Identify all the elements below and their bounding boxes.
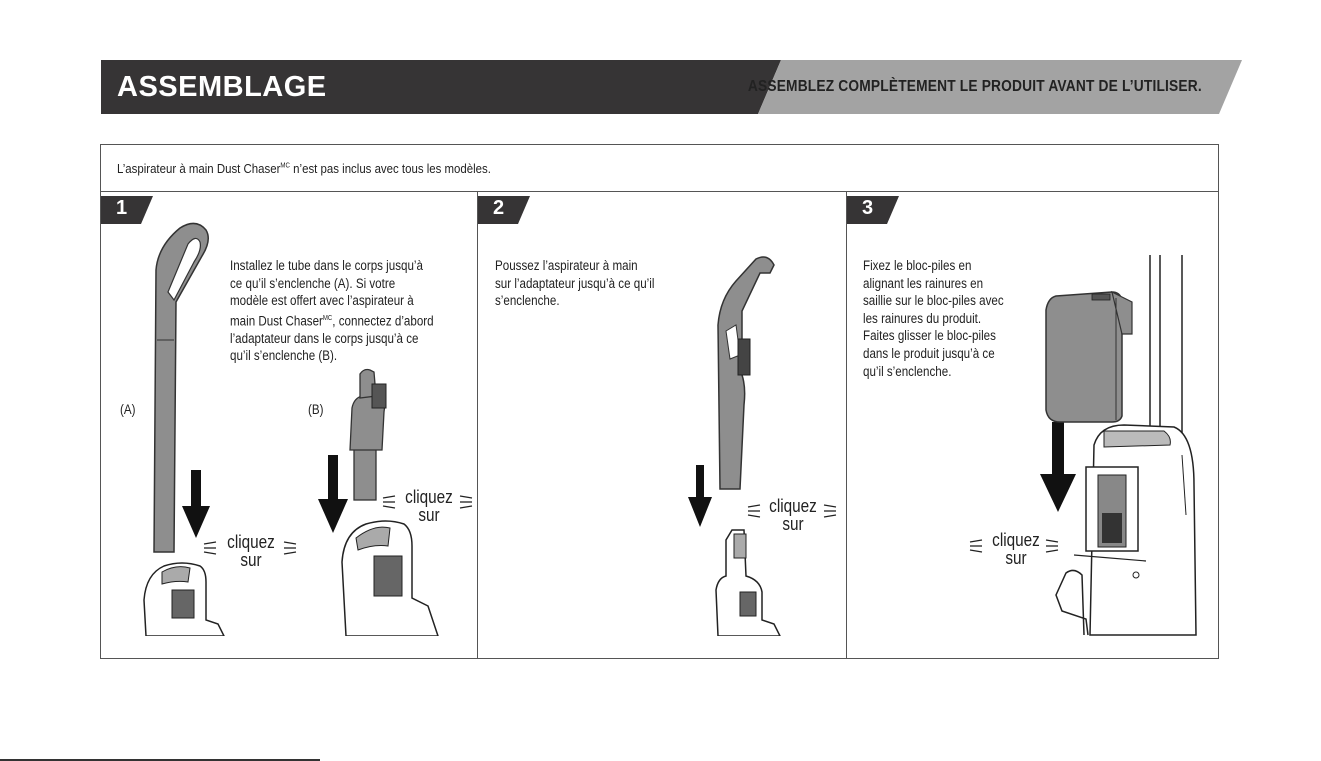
step-2-number: 2 [493, 197, 505, 219]
step-divider-2 [846, 191, 847, 659]
vacuum-body-illustration [334, 516, 444, 636]
click-sound-icon [458, 495, 474, 509]
upright-vacuum-illustration [1054, 255, 1204, 636]
click-label: cliquez sur [992, 530, 1040, 568]
click-sound-icon [202, 541, 218, 555]
step-divider-1 [477, 191, 478, 659]
vacuum-body-illustration [136, 560, 228, 636]
click-sound-icon [1044, 539, 1060, 553]
click-sound-icon [381, 495, 397, 509]
step-1-number: 1 [116, 197, 128, 219]
click-label: cliquez sur [405, 487, 453, 525]
note-divider [100, 191, 1219, 192]
availability-note: L’aspirateur à main Dust Chaser$^{MC}$ n’est pas inclus avec tous les modèles. [117, 161, 491, 176]
step-3-instructions: Fixez le bloc-piles en alignant les rainures en saillie sur le bloc-piles avec les rainures du produit. Faites glisser le bloc-piles dans le produit jusqu’à ce qu’il s’enclenche. [863, 258, 1004, 379]
click-sound-icon [282, 541, 298, 555]
label-a: (A) [120, 402, 136, 417]
page-warning: ASSEMBLEZ COMPLÈTEMENT LE PRODUIT AVANT DE L’UTILISER. [748, 78, 1202, 95]
hand-vacuum-illustration [712, 255, 780, 495]
click-label: cliquez sur [769, 496, 817, 534]
click-sound-icon [968, 539, 984, 553]
arrow-down-icon [182, 470, 210, 540]
step-3-number: 3 [862, 197, 874, 219]
arrow-down-icon [688, 465, 712, 529]
click-label: cliquez sur [227, 532, 275, 570]
click-sound-icon [822, 504, 838, 518]
page-header [101, 60, 1242, 114]
step-1-instructions: Installez le tube dans le corps jusqu’à ce qu’il s’enclenche (A). Si votre modèle est offert avec l’aspirateur à main Dust Chaser$^{MC}$, connectez d’abord l’adaptateur dans le corps jusqu’à ce qu’il s’enclenche (B). [230, 258, 434, 364]
step-2-instructions: Poussez l’aspirateur à main sur l’adaptateur jusqu’à ce qu’il s’enclenche. [495, 258, 655, 309]
vacuum-body-illustration [710, 520, 788, 636]
click-sound-icon [746, 504, 762, 518]
page-title: ASSEMBLAGE [117, 71, 327, 103]
label-b: (B) [308, 402, 324, 417]
adapter-illustration [346, 368, 396, 503]
